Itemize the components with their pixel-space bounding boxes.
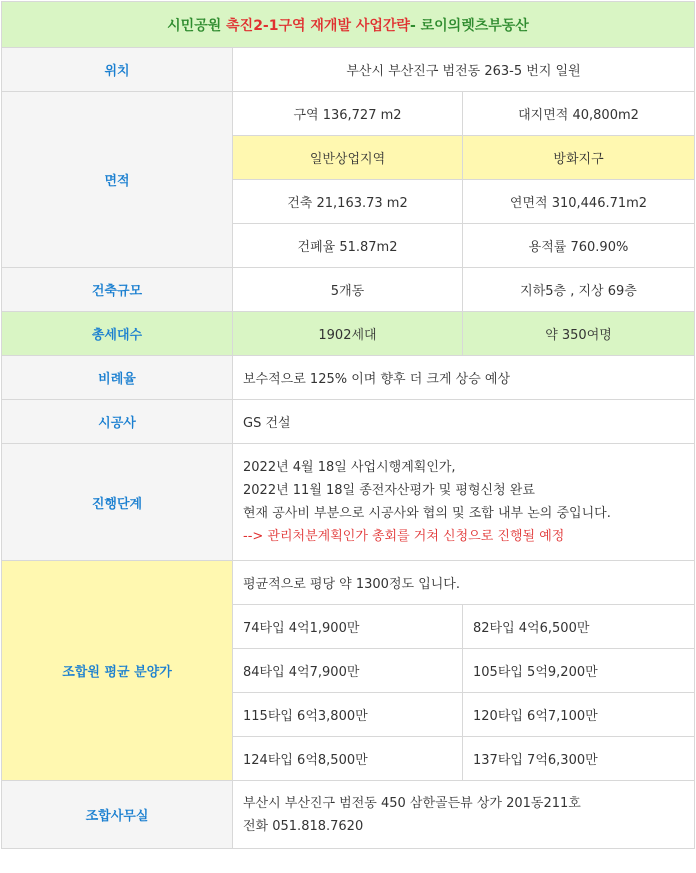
location-value: 부산시 부산진구 범전동 263-5 번지 일원: [233, 48, 695, 92]
households-people: 약 350여명: [463, 312, 695, 356]
households-count: 1902세대: [233, 312, 463, 356]
title-part3: - 로이의렛츠부동산: [409, 17, 529, 34]
price-cell: 124타입 6억8,500만: [233, 737, 463, 781]
table-title: [2, 2, 695, 48]
location-label: 위치: [2, 48, 233, 92]
area-cell: 대지면적 40,800m2: [463, 92, 695, 136]
progress-note: --> 관리처분계획인가 총회를 거쳐 신청으로 진행될 예정: [243, 529, 565, 544]
area-cell: 건폐율 51.87m2: [233, 224, 463, 268]
price-cell: 120타입 6억7,100만: [463, 693, 695, 737]
zone-cell: 방화지구: [463, 136, 695, 180]
office-label: 조합사무실: [2, 781, 233, 849]
progress-line: 2022년 4월 18일 사업시행계획인가,: [243, 460, 456, 475]
office-address: 부산시 부산진구 범전동 450 삼한골든뷰 상가 201동211호: [243, 795, 581, 811]
scale-buildings: 5개동: [233, 268, 463, 312]
price-label: 조합원 평균 분양가: [2, 561, 233, 781]
area-cell: 연면적 310,446.71m2: [463, 180, 695, 224]
price-cell: 137타입 7억6,300만: [463, 737, 695, 781]
price-cell: 82타입 4억6,500만: [463, 605, 695, 649]
price-intro: 평균적으로 평당 약 1300정도 입니다.: [233, 561, 695, 605]
area-label: 면적: [2, 92, 233, 268]
households-label: 총세대수: [2, 312, 233, 356]
progress-line: 2022년 11월 18일 종전자산평가 및 평형신청 완료: [243, 483, 535, 498]
scale-label: 건축규모: [2, 268, 233, 312]
scale-floors: 지하5층 , 지상 69층: [463, 268, 695, 312]
area-cell: 구역 136,727 m2: [233, 92, 463, 136]
office-details: [233, 781, 695, 849]
price-cell: 84타입 4억7,900만: [233, 649, 463, 693]
office-phone: 전화 051.818.7620: [243, 818, 364, 834]
title-part2: 촉진2-1구역 재개발 사업간략: [226, 17, 410, 34]
price-cell: 105타입 5억9,200만: [463, 649, 695, 693]
area-cell: 건축 21,163.73 m2: [233, 180, 463, 224]
progress-label: 진행단계: [2, 444, 233, 561]
ratio-value: 보수적으로 125% 이며 향후 더 크게 상승 예상: [233, 356, 695, 400]
progress-line: 현재 공사비 부분으로 시공사와 협의 및 조합 내부 논의 중입니다.: [243, 506, 611, 521]
price-cell: 115타입 6억3,800만: [233, 693, 463, 737]
title-part1: 시민공원: [167, 17, 227, 34]
summary-table: [1, 1, 695, 849]
contractor-label: 시공사: [2, 400, 233, 444]
progress-details: [233, 444, 695, 561]
area-cell: 용적률 760.90%: [463, 224, 695, 268]
ratio-label: 비례율: [2, 356, 233, 400]
price-cell: 74타입 4억1,900만: [233, 605, 463, 649]
contractor-value: GS 건설: [233, 400, 695, 444]
zone-cell: 일반상업지역: [233, 136, 463, 180]
